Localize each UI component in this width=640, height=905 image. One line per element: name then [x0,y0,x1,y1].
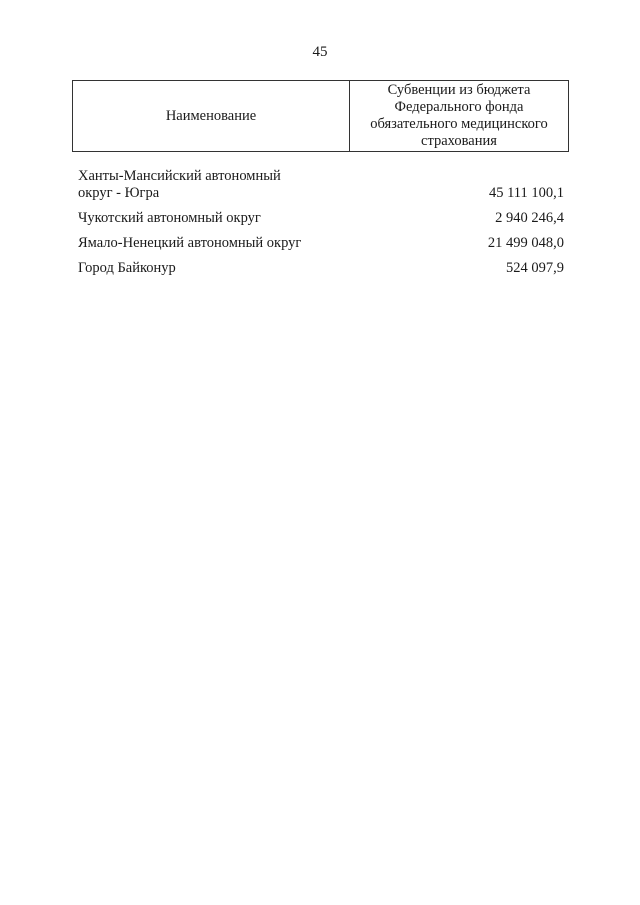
subvention-amount: 2 940 246,4 [495,210,564,226]
table-row [78,260,564,277]
table-row [78,235,564,252]
subvention-amount: 21 499 048,0 [487,235,564,251]
table-row [78,168,564,202]
table-row [78,210,564,227]
header-subvention-column: Субвенции из бюджета Федерального фонда обязательного медицинского страхования [350,81,569,151]
region-name: Город Байконур [78,260,176,276]
subvention-amount: 45 111 100,1 [488,185,564,201]
region-name: Чукотский автономный округ [78,210,261,226]
region-name: Ямало-Ненецкий автономный округ [78,235,302,251]
subvention-amount: 524 097,9 [506,260,564,276]
region-name: Ханты-Мансийский автономный округ - Югра [78,168,281,201]
table-body [78,168,564,285]
page-number: 45 [312,44,328,60]
header-name-column: Наименование [72,81,350,151]
table-header [72,80,569,152]
